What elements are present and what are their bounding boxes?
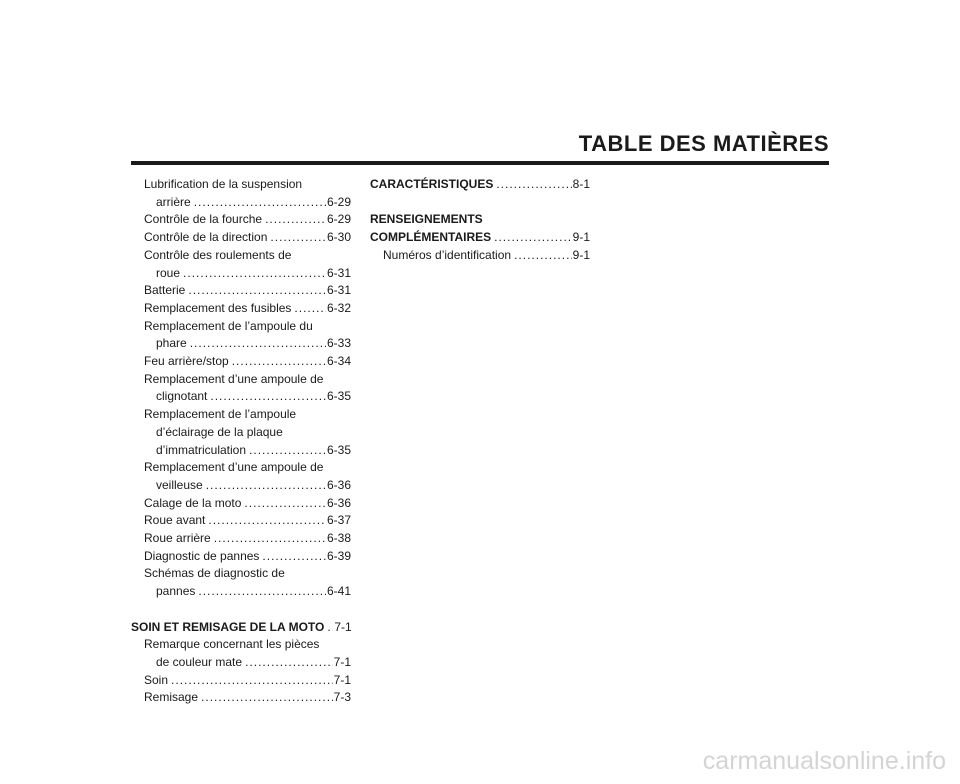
toc-entry[interactable] bbox=[131, 477, 351, 495]
toc-entry-text: Remplacement de l’ampoule du bbox=[144, 318, 313, 333]
toc-entry-text: Remplacement d’une ampoule de bbox=[144, 371, 324, 386]
toc-entry[interactable] bbox=[131, 565, 351, 583]
toc-entry[interactable] bbox=[131, 530, 351, 548]
toc-leader-dots bbox=[265, 211, 326, 229]
toc-leader-dots bbox=[245, 654, 333, 672]
toc-page-number: 9-1 bbox=[572, 230, 590, 245]
toc-entry[interactable] bbox=[131, 672, 351, 690]
toc-entry-text: Schémas de diagnostic de bbox=[144, 566, 285, 581]
toc-entry-text: veilleuse bbox=[156, 477, 203, 492]
toc-entry[interactable] bbox=[131, 583, 351, 601]
toc-entry[interactable] bbox=[131, 689, 351, 707]
toc-section[interactable] bbox=[370, 211, 590, 229]
toc-entry-text: COMPLÉMENTAIRES bbox=[370, 230, 492, 245]
toc-page-number: 6-36 bbox=[326, 477, 351, 492]
toc-page-number: 6-31 bbox=[326, 265, 351, 280]
toc-page-number: 6-32 bbox=[326, 300, 351, 315]
toc-entry[interactable] bbox=[131, 406, 351, 424]
toc-entry-text: Lubrification de la suspension bbox=[144, 177, 303, 191]
toc-entry-text: Contrôle des roulements de bbox=[144, 247, 292, 262]
toc-page-number: 6-29 bbox=[326, 194, 351, 209]
toc-section[interactable] bbox=[131, 619, 351, 637]
toc-entry-text: Contrôle de la direction bbox=[144, 230, 268, 245]
toc-entry-text: Remplacement des fusibles bbox=[144, 300, 292, 315]
watermark: carmanualsonline.info bbox=[702, 747, 946, 775]
toc-entry[interactable] bbox=[131, 495, 351, 513]
toc-entry-text: clignotant bbox=[156, 389, 208, 404]
toc-entry[interactable] bbox=[370, 247, 590, 265]
toc-leader-dots bbox=[232, 353, 326, 371]
toc-entry-text: Batterie bbox=[144, 283, 186, 298]
toc-page-number: 6-35 bbox=[326, 442, 351, 457]
toc-entry-text: Contrôle de la fourche bbox=[144, 212, 263, 227]
toc-leader-dots bbox=[494, 229, 572, 247]
toc-entry[interactable] bbox=[131, 211, 351, 229]
toc-entry-text: CARACTÉRISTIQUES bbox=[370, 177, 494, 191]
toc-entry[interactable] bbox=[131, 512, 351, 530]
toc-entry[interactable] bbox=[131, 282, 351, 300]
toc-leader-dots bbox=[198, 583, 326, 601]
toc-page-number: 6-37 bbox=[326, 513, 351, 528]
toc-entry[interactable] bbox=[131, 442, 351, 460]
page-title: TABLE DES MATIÈRES bbox=[578, 131, 829, 156]
toc-entry[interactable] bbox=[131, 548, 351, 566]
toc-section[interactable] bbox=[370, 229, 590, 247]
toc-entry-text: de couleur mate bbox=[156, 654, 243, 669]
toc-page-number: 6-30 bbox=[326, 230, 351, 245]
toc-entry-text: Calage de la moto bbox=[144, 495, 242, 510]
toc-entry-text: SOIN ET REMISAGE DE LA MOTO bbox=[131, 619, 325, 634]
toc-entry[interactable] bbox=[131, 335, 351, 353]
toc-page-number: 6-36 bbox=[326, 495, 351, 510]
toc-entry-text: Remarque concernant les pièces bbox=[144, 637, 320, 652]
toc-entry[interactable] bbox=[131, 424, 351, 442]
toc-page-number: 6-29 bbox=[326, 212, 351, 227]
toc-entry-text: Remplacement d’une ampoule de bbox=[144, 460, 324, 475]
toc-entry-text: roue bbox=[156, 265, 181, 280]
toc-page-number: 6-31 bbox=[326, 283, 351, 298]
toc-entry-text: RENSEIGNEMENTS bbox=[370, 212, 483, 227]
toc-entry[interactable] bbox=[131, 300, 351, 318]
toc-spacer bbox=[370, 194, 590, 212]
toc-entry-text: Feu arrière/stop bbox=[144, 354, 229, 369]
toc-entry[interactable] bbox=[131, 194, 351, 212]
toc-leader-dots bbox=[190, 335, 326, 353]
toc-page-number: 6-39 bbox=[326, 548, 351, 563]
toc-page-number: 7-1 bbox=[334, 619, 352, 634]
toc-entry[interactable] bbox=[131, 229, 351, 247]
toc-spacer bbox=[131, 601, 351, 619]
toc-entry[interactable] bbox=[131, 318, 351, 336]
toc-leader-dots bbox=[208, 512, 326, 530]
toc-leader-dots bbox=[249, 442, 326, 460]
title-rule bbox=[131, 161, 829, 165]
toc-leader-dots bbox=[171, 672, 333, 690]
toc-entry[interactable] bbox=[131, 247, 351, 265]
toc-column-right bbox=[370, 176, 590, 265]
toc-entry-text: phare bbox=[156, 336, 187, 351]
toc-leader-dots bbox=[244, 495, 326, 513]
toc-page-number: 6-35 bbox=[326, 389, 351, 404]
toc-leader-dots bbox=[183, 265, 326, 283]
toc-section[interactable] bbox=[370, 176, 590, 194]
toc-leader-dots bbox=[496, 176, 571, 194]
toc-entry[interactable] bbox=[131, 265, 351, 283]
toc-leader-dots bbox=[194, 194, 326, 212]
toc-entry-text: arrière bbox=[156, 194, 191, 209]
toc-leader-dots bbox=[188, 282, 326, 300]
toc-page-number: 6-38 bbox=[326, 531, 351, 546]
toc-page-number: 7-1 bbox=[333, 654, 351, 669]
toc-entry[interactable] bbox=[131, 176, 351, 194]
toc-leader-dots bbox=[514, 247, 572, 265]
toc-entry[interactable] bbox=[131, 459, 351, 477]
toc-page-number: 7-1 bbox=[333, 672, 351, 687]
toc-page-number: 7-3 bbox=[333, 690, 351, 705]
toc-entry[interactable] bbox=[131, 388, 351, 406]
toc-entry[interactable] bbox=[131, 353, 351, 371]
toc-entry-text: Diagnostic de pannes bbox=[144, 548, 260, 563]
toc-entry-text: Numéros d’identification bbox=[383, 247, 512, 262]
toc-leader-dots bbox=[214, 530, 326, 548]
toc-entry[interactable] bbox=[131, 654, 351, 672]
toc-entry-text: Remplacement de l’ampoule bbox=[144, 407, 297, 422]
toc-entry-text: Roue arrière bbox=[144, 531, 211, 546]
toc-entry-text: pannes bbox=[156, 584, 196, 599]
toc-entry-text: Remisage bbox=[144, 690, 199, 705]
toc-entry[interactable] bbox=[131, 371, 351, 389]
toc-leader-dots bbox=[327, 619, 333, 637]
toc-leader-dots bbox=[294, 300, 326, 318]
toc-page-number: 6-34 bbox=[326, 354, 351, 369]
toc-entry-text: Soin bbox=[144, 672, 169, 687]
toc-page-number: 9-1 bbox=[572, 247, 590, 262]
toc-page-number: 6-33 bbox=[326, 336, 351, 351]
toc-entry[interactable] bbox=[131, 636, 351, 654]
toc-entry-text: Roue avant bbox=[144, 513, 206, 528]
toc-page-number: 6-41 bbox=[326, 584, 351, 599]
toc-page-number: 8-1 bbox=[572, 177, 590, 191]
toc-leader-dots bbox=[206, 477, 326, 495]
toc-leader-dots bbox=[270, 229, 326, 247]
toc-column-left bbox=[131, 176, 351, 707]
toc-entry-text: d’éclairage de la plaque bbox=[156, 424, 283, 439]
toc-leader-dots bbox=[262, 548, 326, 566]
toc-leader-dots bbox=[201, 689, 333, 707]
toc-leader-dots bbox=[210, 388, 326, 406]
toc-entry-text: d’immatriculation bbox=[156, 442, 247, 457]
